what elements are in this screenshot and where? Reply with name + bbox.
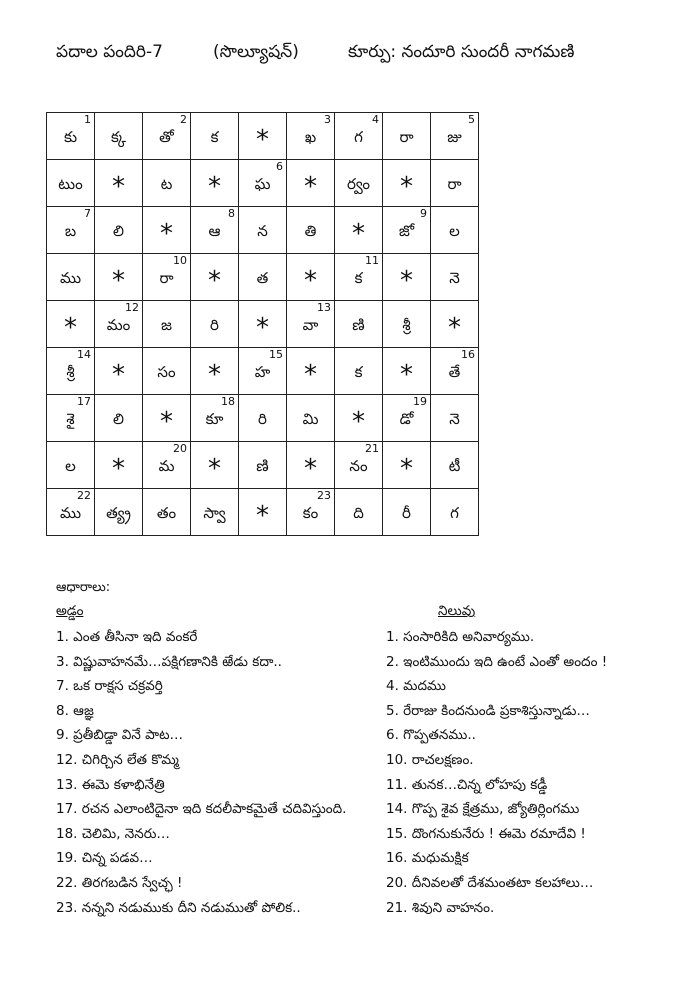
cell-letter: ఆ	[208, 222, 221, 240]
grid-cell	[143, 113, 191, 160]
blocked-cell	[191, 348, 239, 395]
grid-cell	[143, 348, 191, 395]
cell-number: 18	[221, 395, 235, 408]
cell-number: 16	[461, 348, 475, 361]
grid-cell	[383, 301, 431, 348]
clue-item: 21. శివుని వాహనం.	[386, 899, 495, 916]
clue-item: 22. తిరగబడిన స్వేచ్ఛ !	[56, 874, 183, 891]
cell-number: 2	[180, 113, 187, 126]
star-icon: *	[304, 360, 317, 390]
blocked-cell	[143, 395, 191, 442]
cell-number: 8	[228, 207, 235, 220]
grid-cell	[191, 395, 239, 442]
cell-letter: రి	[210, 316, 219, 334]
blocked-cell	[95, 160, 143, 207]
clue-item: 3. విష్ణువాహనమే…పక్షిగణానికి ఱేడు కదా..	[56, 653, 282, 670]
cell-letter: ర్వం	[346, 175, 371, 193]
puzzle-author: కూర్పు: నందూరి సుందరీ నాగమణి	[348, 42, 575, 62]
cell-number: 10	[173, 254, 187, 267]
across-clues	[56, 603, 376, 921]
cell-letter: టుం	[58, 175, 83, 193]
cell-letter: తి	[304, 222, 317, 240]
blocked-cell	[335, 207, 383, 254]
cell-number: 12	[125, 301, 139, 314]
cell-letter: రి	[258, 410, 267, 428]
grid-cell	[47, 113, 95, 160]
grid-cell	[47, 442, 95, 489]
blocked-cell	[95, 348, 143, 395]
cell-letter: ల	[449, 222, 460, 240]
cell-number: 6	[276, 160, 283, 173]
cell-number: 23	[317, 489, 331, 502]
star-icon: *	[400, 266, 413, 296]
grid-cell	[287, 113, 335, 160]
grid-cell	[239, 254, 287, 301]
cell-letter: తం	[156, 504, 177, 522]
grid-cell	[143, 489, 191, 536]
grid-row	[47, 395, 479, 442]
grid-cell	[143, 254, 191, 301]
clue-item: 19. చిన్న పడవ…	[56, 850, 153, 867]
cell-letter: టీ	[448, 457, 461, 475]
grid-cell	[143, 160, 191, 207]
grid-cell	[191, 301, 239, 348]
blocked-cell	[287, 442, 335, 489]
cell-letter: త	[256, 269, 269, 287]
cell-letter: త్య్ర	[106, 504, 131, 522]
down-title: నిలువు	[438, 603, 476, 619]
star-icon: *	[352, 407, 365, 437]
cell-letter: ము	[59, 504, 82, 522]
grid-cell	[47, 489, 95, 536]
cell-letter: రీ	[402, 504, 411, 522]
star-icon: *	[256, 313, 269, 343]
grid-row	[47, 301, 479, 348]
cell-letter: ట	[160, 175, 173, 193]
grid-cell	[431, 254, 479, 301]
star-icon: *	[112, 360, 125, 390]
cell-letter: క	[210, 128, 219, 146]
grid-row	[47, 207, 479, 254]
star-icon: *	[112, 172, 125, 202]
grid-cell	[95, 489, 143, 536]
blocked-cell	[335, 395, 383, 442]
grid-cell	[191, 489, 239, 536]
cell-letter: కు	[63, 128, 78, 146]
blocked-cell	[47, 301, 95, 348]
cell-letter: ఘ	[254, 175, 271, 193]
grid-cell	[47, 254, 95, 301]
grid-cell	[239, 207, 287, 254]
grid-cell	[431, 489, 479, 536]
grid-cell	[143, 442, 191, 489]
blocked-cell	[239, 301, 287, 348]
cell-number: 5	[468, 113, 475, 126]
cell-number: 17	[77, 395, 91, 408]
clue-item: 12. చిగిర్చిన లేత కొమ్మ	[56, 751, 179, 768]
grid-cell	[287, 207, 335, 254]
star-icon: *	[208, 172, 221, 202]
cell-letter: కం	[302, 504, 319, 522]
grid-cell	[191, 113, 239, 160]
clue-item: 11. తునక…చిన్న లోహపు కడ్డీ	[386, 776, 548, 793]
blocked-cell	[143, 207, 191, 254]
blocked-cell	[191, 442, 239, 489]
grid-cell	[95, 207, 143, 254]
cell-letter: హ	[254, 363, 271, 381]
star-icon: *	[400, 454, 413, 484]
blocked-cell	[191, 254, 239, 301]
clue-item: 9. ప్రతీబిడ్డా వినే పాట…	[56, 727, 184, 744]
grid-cell	[287, 301, 335, 348]
grid-cell	[335, 113, 383, 160]
star-icon: *	[112, 266, 125, 296]
cell-number: 15	[269, 348, 283, 361]
puzzle-subtitle: (సొల్యూషన్)	[213, 42, 299, 62]
grid-cell	[47, 348, 95, 395]
blocked-cell	[383, 348, 431, 395]
down-list	[386, 626, 676, 921]
cell-letter: గ	[450, 504, 459, 522]
blocked-cell	[383, 160, 431, 207]
cell-number: 14	[77, 348, 91, 361]
clue-item: 17. రచన ఎలాంటిదైనా ఇది కదలీపాకమైతే చదివిస్తుంది.	[56, 801, 347, 818]
grid-cell	[143, 301, 191, 348]
grid-cell	[95, 301, 143, 348]
cell-letter: న	[257, 222, 268, 240]
cell-letter: కూ	[205, 410, 224, 428]
grid-cell	[287, 489, 335, 536]
cell-letter: జ	[161, 316, 172, 334]
across-list	[56, 626, 376, 921]
clue-item: 1. ఎంత తీసినా ఇది వంకరే	[56, 629, 198, 645]
cell-letter: జో	[398, 222, 415, 240]
blocked-cell	[95, 254, 143, 301]
blocked-cell	[383, 442, 431, 489]
cell-letter: ణి	[256, 457, 269, 475]
grid-cell	[335, 442, 383, 489]
blocked-cell	[95, 442, 143, 489]
cell-letter: తే	[448, 363, 461, 381]
cell-letter: తో	[159, 128, 174, 146]
clue-item: 1. సంసారికిది అనివార్యము.	[386, 629, 535, 645]
clue-item: 5. రేరాజు కిందనుండి ప్రకాశిస్తున్నాడు…	[386, 702, 590, 719]
blocked-cell	[383, 254, 431, 301]
cell-letter: మం	[106, 316, 131, 334]
grid-cell	[239, 348, 287, 395]
star-icon: *	[160, 219, 173, 249]
grid-row	[47, 348, 479, 395]
star-icon: *	[304, 266, 317, 296]
cell-letter: నె	[449, 410, 460, 428]
blocked-cell	[239, 489, 287, 536]
star-icon: *	[304, 454, 317, 484]
blocked-cell	[287, 254, 335, 301]
clue-item: 18. చెలిమి, నెనరు…	[56, 825, 170, 842]
cell-number: 11	[365, 254, 379, 267]
clues-label: ఆధారాలు:	[56, 580, 111, 595]
blocked-cell	[191, 160, 239, 207]
star-icon: *	[160, 407, 173, 437]
down-clues	[386, 603, 676, 921]
clue-item: 2. ఇంటిముందు ఇది ఉంటే ఎంతో అందం !	[386, 653, 608, 670]
grid-cell	[431, 207, 479, 254]
grid-cell	[335, 348, 383, 395]
grid-cell	[95, 113, 143, 160]
star-icon: *	[304, 172, 317, 202]
cell-number: 21	[365, 442, 379, 455]
star-icon: *	[64, 313, 77, 343]
grid-cell	[47, 395, 95, 442]
cell-letter: డో	[399, 410, 414, 428]
blocked-cell	[287, 160, 335, 207]
cell-number: 22	[77, 489, 91, 502]
grid-cell	[239, 160, 287, 207]
clue-item: 15. దొంగనుకునేరు ! ఈమె రమాదేవి !	[386, 825, 586, 842]
cell-letter: రా	[159, 269, 174, 287]
across-title: అడ్డం	[56, 603, 84, 619]
cell-letter: శ్రీ	[402, 316, 411, 334]
cell-letter: క	[354, 363, 363, 381]
cell-letter: ఖ	[304, 128, 317, 146]
puzzle-title: పదాల పందిరి-7	[56, 42, 163, 62]
cell-number: 1	[84, 113, 91, 126]
clue-item: 13. ఈమె కళాభినేత్రి	[56, 776, 165, 793]
blocked-cell	[431, 301, 479, 348]
grid-cell	[383, 207, 431, 254]
grid-cell	[383, 113, 431, 160]
cell-number: 3	[324, 113, 331, 126]
grid-cell	[95, 395, 143, 442]
grid-row	[47, 254, 479, 301]
grid-cell	[335, 160, 383, 207]
grid-cell	[191, 207, 239, 254]
cell-letter: శై	[66, 410, 75, 428]
grid-cell	[431, 442, 479, 489]
grid-cell	[431, 160, 479, 207]
grid-cell	[47, 207, 95, 254]
star-icon: *	[400, 172, 413, 202]
cell-letter: నె	[449, 269, 460, 287]
cell-letter: క	[354, 269, 363, 287]
clue-item: 20. దీనివలతో దేశమంతటా కలహాలు…	[386, 874, 594, 891]
cell-number: 20	[173, 442, 187, 455]
cell-letter: క్క	[110, 128, 127, 146]
cell-letter: మి	[302, 410, 319, 428]
grid-row	[47, 489, 479, 536]
cell-letter: జు	[447, 128, 462, 146]
cell-letter: వా	[302, 316, 319, 334]
clue-item: 16. మధుమక్షిక	[386, 850, 469, 867]
blocked-cell	[239, 113, 287, 160]
crossword-grid	[46, 112, 479, 536]
cell-letter: లి	[113, 410, 124, 428]
cell-number: 13	[317, 301, 331, 314]
cell-letter: రా	[447, 175, 462, 193]
cell-letter: ము	[59, 269, 82, 287]
grid-cell	[431, 113, 479, 160]
grid-cell	[239, 442, 287, 489]
star-icon: *	[400, 360, 413, 390]
blocked-cell	[287, 348, 335, 395]
cell-letter: సం	[157, 363, 176, 381]
clue-item: 8. ఆజ్ఞ	[56, 702, 94, 719]
cell-number: 7	[84, 207, 91, 220]
cell-letter: ల	[65, 457, 76, 475]
clue-item: 7. ఒక రాక్షస చక్రవర్తి	[56, 678, 163, 695]
star-icon: *	[208, 454, 221, 484]
star-icon: *	[256, 501, 269, 531]
clue-item: 6. గొప్పతనము..	[386, 727, 476, 744]
grid-cell	[287, 395, 335, 442]
star-icon: *	[208, 266, 221, 296]
cell-number: 4	[372, 113, 379, 126]
grid-cell	[383, 489, 431, 536]
clue-item: 10. రాచలక్షణం.	[386, 751, 474, 768]
clue-item: 23. నన్నని నడుముకు దీని నడుముతో పోలిక..	[56, 899, 301, 916]
star-icon: *	[112, 454, 125, 484]
grid-cell	[239, 395, 287, 442]
cell-letter: శ్రీ	[66, 363, 75, 381]
star-icon: *	[256, 125, 269, 155]
cell-number: 19	[413, 395, 427, 408]
clue-item: 14. గొప్ప శైవ క్షేత్రము, జ్యోతిర్లింగము	[386, 801, 580, 818]
star-icon: *	[448, 313, 461, 343]
cell-letter: నం	[349, 457, 368, 475]
grid-cell	[383, 395, 431, 442]
grid-cell	[431, 395, 479, 442]
cell-letter: లి	[113, 222, 124, 240]
cell-letter: మ	[158, 457, 175, 475]
clue-item: 4. మదము	[386, 678, 446, 695]
grid-row	[47, 113, 479, 160]
star-icon: *	[208, 360, 221, 390]
cell-letter: గ	[354, 128, 363, 146]
grid-cell	[431, 348, 479, 395]
cell-number: 9	[420, 207, 427, 220]
star-icon: *	[352, 219, 365, 249]
grid-cell	[47, 160, 95, 207]
cell-letter: బ	[64, 222, 77, 240]
grid-row	[47, 442, 479, 489]
cell-letter: ది	[353, 504, 364, 522]
grid-cell	[335, 489, 383, 536]
cell-letter: ణి	[352, 316, 365, 334]
cell-letter: స్వా	[203, 504, 226, 522]
cell-letter: రా	[399, 128, 414, 146]
grid-cell	[335, 301, 383, 348]
grid-cell	[335, 254, 383, 301]
grid-row	[47, 160, 479, 207]
